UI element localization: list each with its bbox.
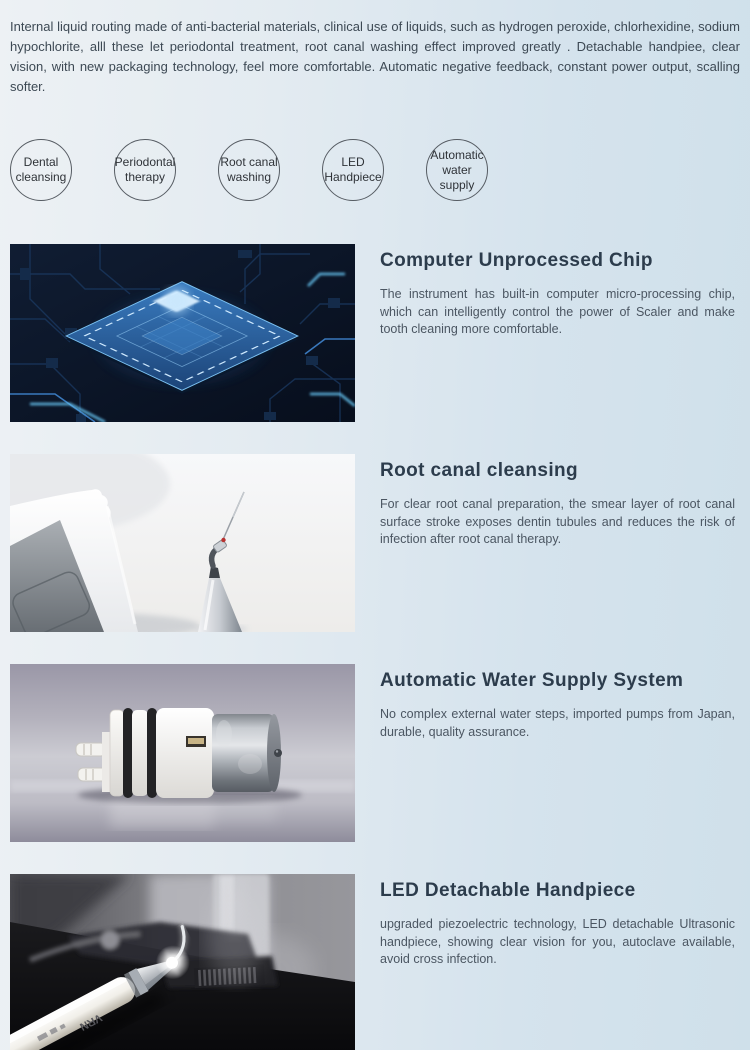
badge-label-line: Automatic <box>430 147 484 162</box>
badge-root-canal-washing <box>218 139 280 201</box>
badge-automatic-water-supply <box>426 139 488 201</box>
badge-label-line: water supply <box>439 162 475 192</box>
badge-dental-cleansing <box>10 139 72 201</box>
section-body: For clear root canal preparation, the smear layer of root canal surface stroke exposes dentin tubules and reduces the risk of infection after root canal therapy. <box>380 497 735 546</box>
badge-label-line: therapy <box>124 170 166 184</box>
circuit-chip-photo <box>10 244 355 422</box>
section-copy <box>380 664 735 842</box>
section-body: No complex external water steps, imported pumps from Japan, durable, quality assurance. <box>380 707 735 739</box>
feature-badges-row <box>0 139 750 201</box>
section-title: LED Detachable Handpiece <box>380 880 636 901</box>
section-water-supply <box>10 664 740 842</box>
led-handpiece-photo <box>10 874 355 1050</box>
badge-led-handpiece <box>322 139 384 201</box>
section-title: Computer Unprocessed Chip <box>380 250 653 271</box>
badge-label-line: washing <box>226 170 272 184</box>
section-copy <box>380 454 735 632</box>
badge-label-line: Root canal <box>220 155 278 169</box>
badge-label-line: Handpiece <box>324 170 382 184</box>
root-canal-tool-photo <box>10 454 355 632</box>
badge-label-line: LED <box>341 155 365 169</box>
section-computer-chip <box>10 244 740 422</box>
handpiece-brand-text: VRN <box>77 1011 104 1033</box>
badge-label-line: cleansing <box>15 170 67 184</box>
section-title: Root canal cleansing <box>380 460 579 481</box>
intro-paragraph: Internal liquid routing made of anti-bacterial materials, clinical use of liquids, such as hydrogen peroxide, chlorhexidine, sodium hypochlorite, alll these let periodontal treatment, root canal washing effect improved greatly . Detachable handpiee, clear vision, with new packaging technology, feel more comfortable. Automatic negative feedback, constant power output, scalling softer. <box>10 19 740 94</box>
badge-periodontal-therapy <box>114 139 176 201</box>
section-root-canal <box>10 454 740 632</box>
section-led-handpiece <box>10 874 740 1050</box>
water-pump-photo <box>10 664 355 842</box>
badge-label-line: Periodontal <box>114 155 176 169</box>
section-copy <box>380 244 735 422</box>
badge-label-line: Dental <box>23 155 59 169</box>
section-body: upgraded piezoelectric technology, LED detachable Ultrasonic handpiece, showing clear vision for you, autoclave available, avoid cross infection. <box>380 917 735 966</box>
section-body: The instrument has built-in computer micro-processing chip, which can intelligently control the power of Scaler and make tooth cleaning more comfortable. <box>380 287 735 336</box>
section-copy <box>380 874 735 1050</box>
section-title: Automatic Water Supply System <box>380 670 684 691</box>
